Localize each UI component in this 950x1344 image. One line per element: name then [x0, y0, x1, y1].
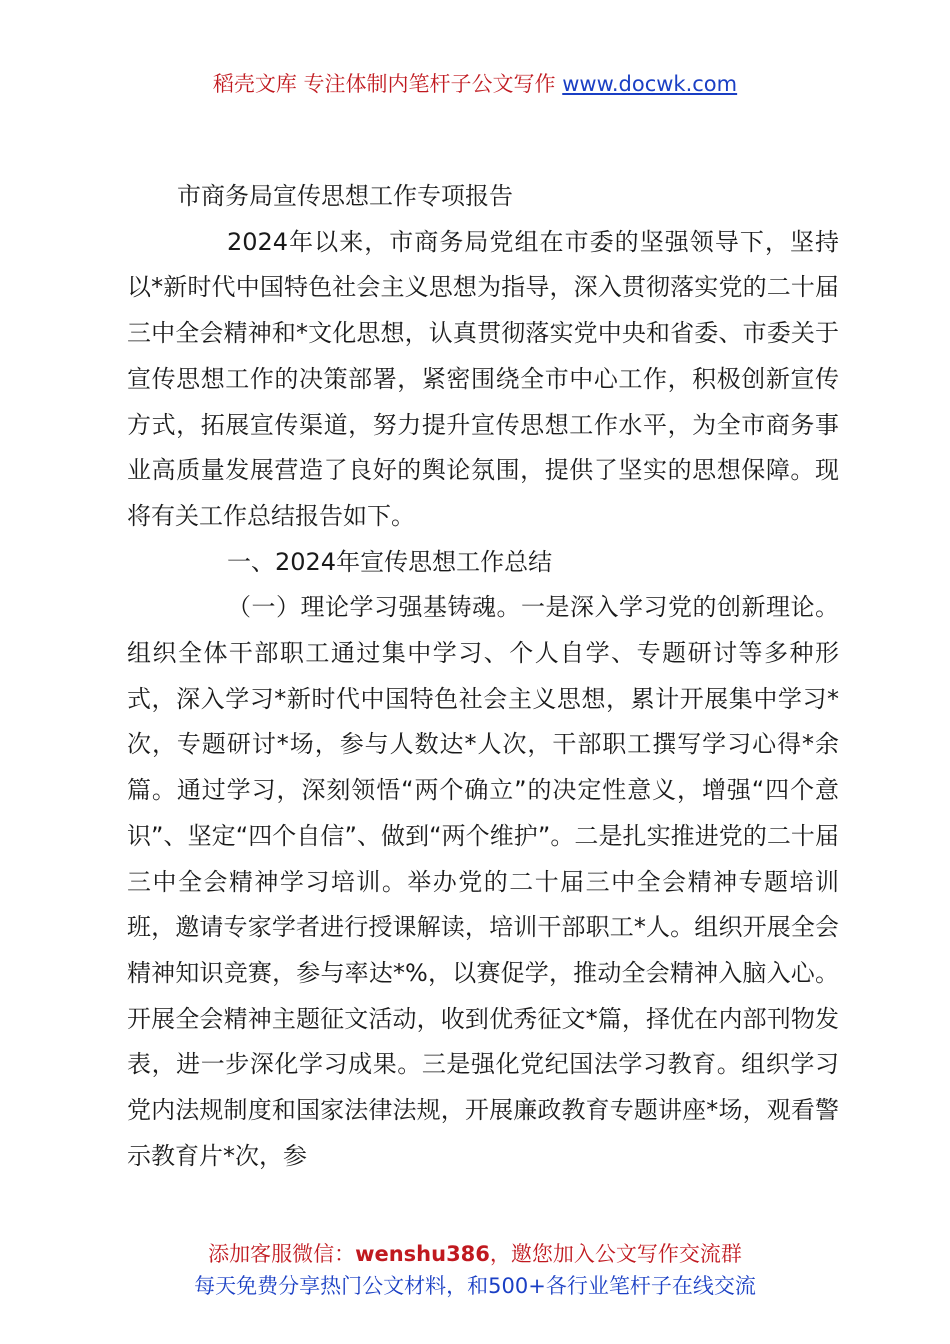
- footer-share-line: 每天免费分享热门公文材料，和500+各行业笔杆子在线交流: [194, 1274, 756, 1298]
- header-url-link[interactable]: www.docwk.com: [562, 72, 738, 96]
- header-brand: 稻壳文库 专注体制内笔杆子公文写作: [212, 72, 556, 96]
- site-header: [0, 68, 950, 100]
- footer-wechat-prefix: 添加客服微信：: [208, 1242, 356, 1266]
- document-body: [127, 174, 839, 1179]
- promo-footer: [0, 1238, 950, 1302]
- section-heading: 一、2024年宣传思想工作总结: [227, 547, 553, 576]
- intro-paragraph: 2024年以来，市商务局党组在市委的坚强领导下，坚持以*新时代中国特色社会主义思想为指导，深入贯彻落实党的二十届三中全会精神和*文化思想，认真贯彻落实党中央和省委、市委关于宣传思想工作的决策部署，紧密围绕全市中心工作，积极创新宣传方式，拓展宣传渠道，努力提升宣传思想工作水平，为全市商务事业高质量发展营造了良好的舆论氛围，提供了坚实的思想保障。现将有关工作总结报告如下。: [127, 227, 839, 530]
- footer-wechat-id: wenshu386: [355, 1242, 490, 1266]
- document-title: 市商务局宣传思想工作专项报告: [177, 182, 513, 210]
- body-paragraph: （一）理论学习强基铸魂。一是深入学习党的创新理论。组织全体干部职工通过集中学习、个人自学、专题研讨等多种形式，深入学习*新时代中国特色社会主义思想，累计开展集中学习*次，专题研讨*场，参与人数达*人次，干部职工撰写学习心得*余篇。通过学习，深刻领悟“两个确立”的决定性意义，增强“四个意识”、坚定“四个自信”、做到“两个维护”。二是扎实推进党的二十届三中全会精神学习培训。举办党的二十届三中全会精神专题培训班，邀请专家学者进行授课解读，培训干部职工*人。组织开展全会精神知识竞赛，参与率达*%，以赛促学，推动全会精神入脑入心。开展全会精神主题征文活动，收到优秀征文*篇，择优在内部刊物发表，进一步深化学习成果。三是强化党纪国法学习教育。组织学习党内法规制度和国家法律法规，开展廉政教育专题讲座*场，观看警示教育片*次，参: [127, 593, 839, 1170]
- footer-wechat-suffix: ，邀您加入公文写作交流群: [489, 1242, 742, 1266]
- footer-wechat-line: [0, 1238, 950, 1270]
